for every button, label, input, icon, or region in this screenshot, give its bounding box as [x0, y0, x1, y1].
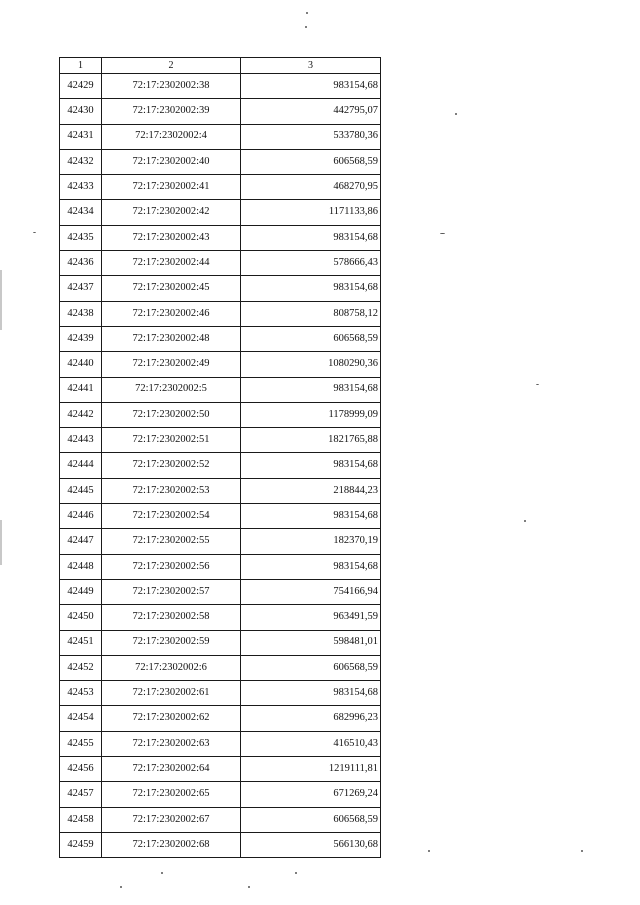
cadastral-number-cell: 72:17:2302002:46	[102, 301, 241, 326]
row-number-cell: 42456	[60, 757, 102, 782]
table-row	[60, 757, 381, 782]
cadastral-value-cell: 983154,68	[241, 453, 381, 478]
table-row	[60, 377, 381, 402]
row-number-cell: 42433	[60, 175, 102, 200]
cadastral-value-cell: 808758,12	[241, 301, 381, 326]
row-number-cell: 42458	[60, 807, 102, 832]
row-number-cell: 42432	[60, 149, 102, 174]
row-number-cell: 42435	[60, 225, 102, 250]
cadastral-number-cell: 72:17:2302002:55	[102, 529, 241, 554]
cadastral-number-cell: 72:17:2302002:67	[102, 807, 241, 832]
cadastral-number-cell: 72:17:2302002:57	[102, 579, 241, 604]
row-number-cell: 42447	[60, 529, 102, 554]
cadastral-number-cell: 72:17:2302002:6	[102, 655, 241, 680]
row-number-cell: 42437	[60, 276, 102, 301]
header-row	[60, 58, 381, 74]
row-number-cell: 42442	[60, 402, 102, 427]
cadastral-number-cell: 72:17:2302002:61	[102, 681, 241, 706]
scan-speck	[305, 26, 307, 28]
cadastral-value-cell: 606568,59	[241, 655, 381, 680]
cadastral-number-cell: 72:17:2302002:50	[102, 402, 241, 427]
cadastral-value-cell: 1178999,09	[241, 402, 381, 427]
scan-speck	[536, 384, 539, 385]
cadastral-value-cell: 682996,23	[241, 706, 381, 731]
cadastral-number-cell: 72:17:2302002:58	[102, 605, 241, 630]
row-number-cell: 42438	[60, 301, 102, 326]
cadastral-number-cell: 72:17:2302002:40	[102, 149, 241, 174]
row-number-cell: 42457	[60, 782, 102, 807]
table-row	[60, 706, 381, 731]
cadastral-value-cell: 566130,68	[241, 832, 381, 857]
cadastral-value-cell: 1821765,88	[241, 428, 381, 453]
table-row	[60, 276, 381, 301]
row-number-cell: 42444	[60, 453, 102, 478]
scan-edge-mark	[0, 520, 2, 565]
scan-speck	[428, 850, 430, 852]
table-header	[60, 58, 381, 74]
column-header-value: 3	[241, 58, 381, 74]
cadastral-value-cell: 983154,68	[241, 377, 381, 402]
cadastral-value-cell: 578666,43	[241, 251, 381, 276]
table-row	[60, 175, 381, 200]
column-header-cadastral-number: 2	[102, 58, 241, 74]
row-number-cell: 42443	[60, 428, 102, 453]
scan-speck	[295, 872, 297, 874]
row-number-cell: 42450	[60, 605, 102, 630]
row-number-cell: 42459	[60, 832, 102, 857]
cadastral-value-cell: 983154,68	[241, 225, 381, 250]
table-row	[60, 529, 381, 554]
table-row	[60, 453, 381, 478]
table-row	[60, 326, 381, 351]
cadastral-value-cell: 754166,94	[241, 579, 381, 604]
row-number-cell: 42440	[60, 352, 102, 377]
table-row	[60, 655, 381, 680]
cadastral-value-cell: 671269,24	[241, 782, 381, 807]
cadastral-value-cell: 983154,68	[241, 276, 381, 301]
cadastral-number-cell: 72:17:2302002:63	[102, 731, 241, 756]
cadastral-value-cell: 983154,68	[241, 681, 381, 706]
table-row	[60, 630, 381, 655]
cadastral-value-cell: 442795,07	[241, 99, 381, 124]
table-row	[60, 605, 381, 630]
column-header-number: 1	[60, 58, 102, 74]
table-row	[60, 301, 381, 326]
cadastral-value-cell: 182370,19	[241, 529, 381, 554]
row-number-cell: 42439	[60, 326, 102, 351]
scan-speck	[306, 12, 308, 14]
cadastral-number-cell: 72:17:2302002:62	[102, 706, 241, 731]
table-row	[60, 731, 381, 756]
table-row	[60, 579, 381, 604]
cadastral-value-cell: 606568,59	[241, 807, 381, 832]
row-number-cell: 42430	[60, 99, 102, 124]
cadastral-number-cell: 72:17:2302002:5	[102, 377, 241, 402]
row-number-cell: 42446	[60, 504, 102, 529]
cadastral-value-cell: 218844,23	[241, 478, 381, 503]
scan-speck	[248, 886, 250, 888]
cadastral-value-cell: 533780,36	[241, 124, 381, 149]
row-number-cell: 42448	[60, 554, 102, 579]
scan-speck	[161, 872, 163, 874]
cadastral-value-cell: 606568,59	[241, 326, 381, 351]
cadastral-value-cell: 963491,59	[241, 605, 381, 630]
table-row	[60, 225, 381, 250]
row-number-cell: 42441	[60, 377, 102, 402]
cadastral-number-cell: 72:17:2302002:41	[102, 175, 241, 200]
cadastral-value-table	[59, 57, 381, 858]
row-number-cell: 42434	[60, 200, 102, 225]
scan-speck	[581, 850, 583, 852]
table-row	[60, 124, 381, 149]
cadastral-number-cell: 72:17:2302002:52	[102, 453, 241, 478]
row-number-cell: 42452	[60, 655, 102, 680]
row-number-cell: 42436	[60, 251, 102, 276]
cadastral-number-cell: 72:17:2302002:39	[102, 99, 241, 124]
cadastral-value-cell: 1219111,81	[241, 757, 381, 782]
table-row	[60, 782, 381, 807]
cadastral-number-cell: 72:17:2302002:65	[102, 782, 241, 807]
cadastral-number-cell: 72:17:2302002:45	[102, 276, 241, 301]
cadastral-number-cell: 72:17:2302002:38	[102, 74, 241, 99]
cadastral-number-cell: 72:17:2302002:48	[102, 326, 241, 351]
table-row	[60, 832, 381, 857]
scan-speck	[33, 232, 36, 233]
cadastral-value-cell: 983154,68	[241, 554, 381, 579]
cadastral-number-cell: 72:17:2302002:53	[102, 478, 241, 503]
scan-speck	[440, 233, 445, 234]
cadastral-value-cell: 606568,59	[241, 149, 381, 174]
table-row	[60, 478, 381, 503]
table-row	[60, 200, 381, 225]
row-number-cell: 42454	[60, 706, 102, 731]
row-number-cell: 42453	[60, 681, 102, 706]
cadastral-value-cell: 468270,95	[241, 175, 381, 200]
scan-speck	[120, 886, 122, 888]
cadastral-number-cell: 72:17:2302002:59	[102, 630, 241, 655]
cadastral-number-cell: 72:17:2302002:64	[102, 757, 241, 782]
cadastral-value-cell: 416510,43	[241, 731, 381, 756]
scan-speck	[455, 113, 457, 115]
table-row	[60, 554, 381, 579]
scan-speck	[524, 520, 526, 522]
row-number-cell: 42455	[60, 731, 102, 756]
table-row	[60, 402, 381, 427]
cadastral-value-cell: 1171133,86	[241, 200, 381, 225]
cadastral-number-cell: 72:17:2302002:51	[102, 428, 241, 453]
table-row	[60, 681, 381, 706]
row-number-cell: 42429	[60, 74, 102, 99]
table-row	[60, 251, 381, 276]
table-row	[60, 428, 381, 453]
cadastral-value-cell: 983154,68	[241, 504, 381, 529]
cadastral-number-cell: 72:17:2302002:4	[102, 124, 241, 149]
cadastral-number-cell: 72:17:2302002:56	[102, 554, 241, 579]
table-row	[60, 504, 381, 529]
table-row	[60, 74, 381, 99]
table-row	[60, 807, 381, 832]
table-row	[60, 149, 381, 174]
cadastral-number-cell: 72:17:2302002:42	[102, 200, 241, 225]
cadastral-value-cell: 598481,01	[241, 630, 381, 655]
row-number-cell: 42449	[60, 579, 102, 604]
cadastral-number-cell: 72:17:2302002:54	[102, 504, 241, 529]
cadastral-number-cell: 72:17:2302002:49	[102, 352, 241, 377]
row-number-cell: 42431	[60, 124, 102, 149]
cadastral-value-cell: 983154,68	[241, 74, 381, 99]
cadastral-number-cell: 72:17:2302002:44	[102, 251, 241, 276]
cadastral-value-cell: 1080290,36	[241, 352, 381, 377]
cadastral-number-cell: 72:17:2302002:43	[102, 225, 241, 250]
row-number-cell: 42451	[60, 630, 102, 655]
table-body	[60, 74, 381, 858]
scan-edge-mark	[0, 270, 2, 330]
table-row	[60, 352, 381, 377]
table-row	[60, 99, 381, 124]
row-number-cell: 42445	[60, 478, 102, 503]
cadastral-number-cell: 72:17:2302002:68	[102, 832, 241, 857]
